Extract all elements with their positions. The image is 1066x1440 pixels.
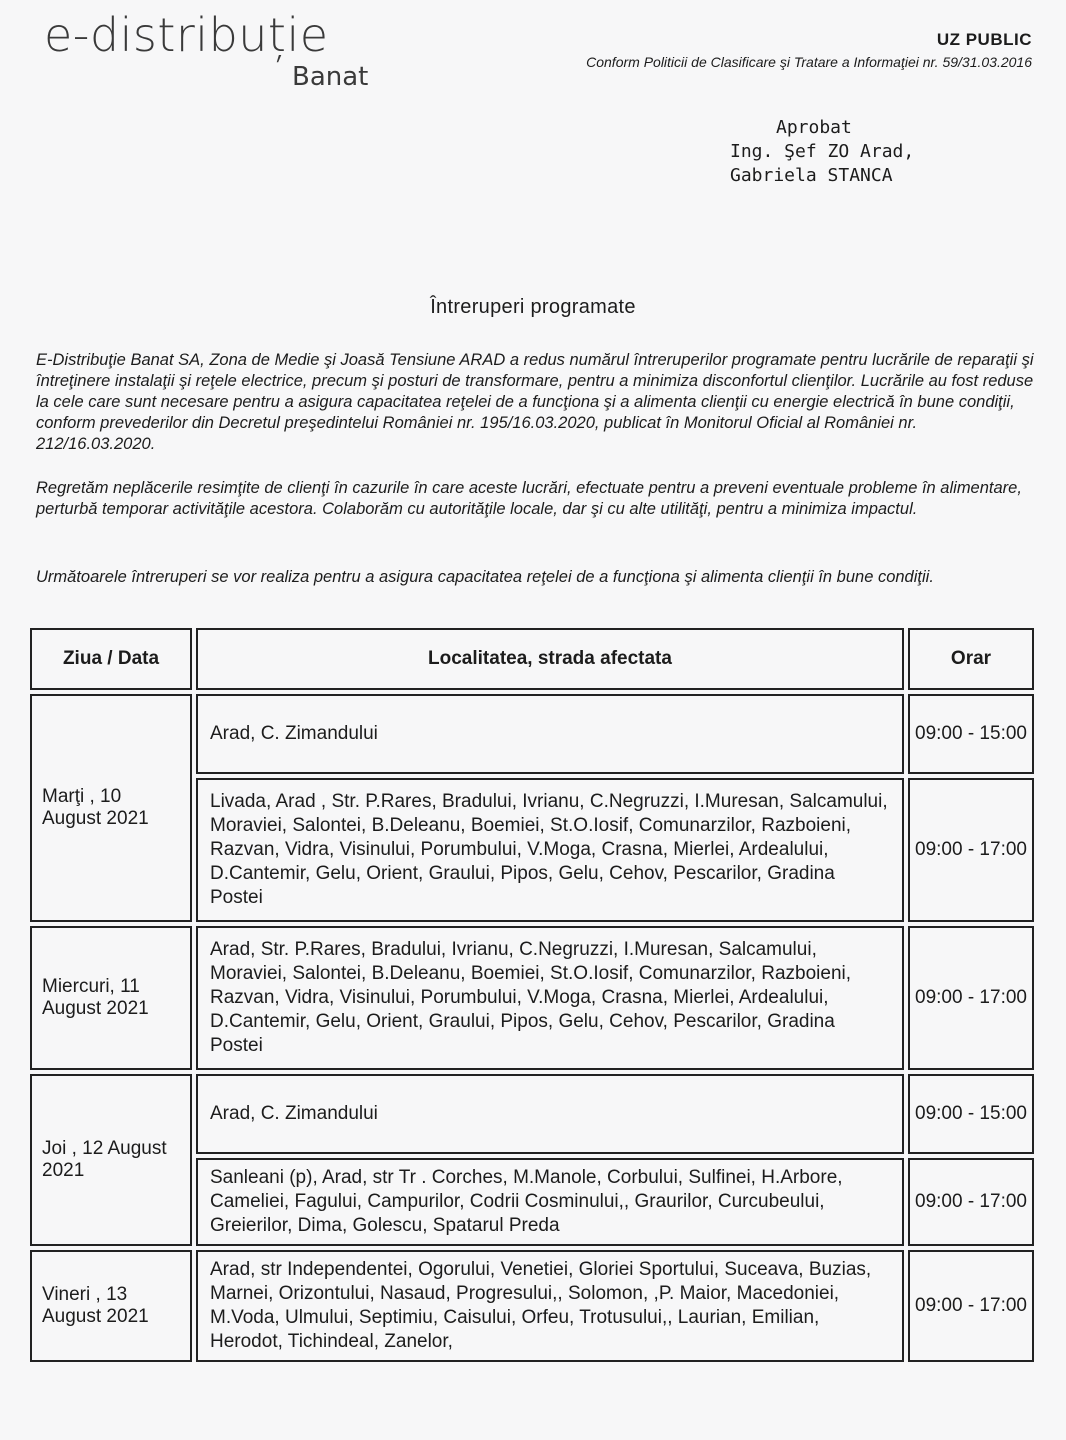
approval-title: Aprobat bbox=[776, 117, 852, 138]
approval-role: Ing. Şef ZO Arad, bbox=[730, 141, 915, 162]
time-cell: 09:00 - 17:00 bbox=[908, 778, 1034, 922]
day-cell: Miercuri, 11 August 2021 bbox=[30, 926, 192, 1070]
time-cell: 09:00 - 15:00 bbox=[908, 694, 1034, 774]
table-row bbox=[30, 926, 1034, 1070]
location-cell: Arad, C. Zimandului bbox=[196, 694, 904, 774]
location-cell: Livada, Arad , Str. P.Rares, Bradului, Ivrianu, C.Negruzzi, I.Muresan, Salcamului, Moraviei, Salontei, B.Deleanu, Boemiei, St.O.Iosif, Comunarzilor, Razboieni, Razvan, Vidra, Visinului, Porumbului, V.Moga, Crasna, Mierlei, Ardealului, D.Cantemir, Gelu, Orient, Graului, Pipos, Gelu, Cehov, Pescarilor, Gradina Postei bbox=[196, 778, 904, 922]
logo-main-text: e-distribuție bbox=[44, 8, 329, 62]
classification-block bbox=[586, 30, 1032, 70]
approval-block bbox=[730, 116, 914, 188]
policy-reference: Conform Politicii de Clasificare şi Tratare a Informaţiei nr. 59/31.03.2016 bbox=[586, 54, 1032, 70]
day-cell: Marţi , 10 August 2021 bbox=[30, 694, 192, 922]
header-time: Orar bbox=[908, 628, 1034, 690]
table-row bbox=[30, 694, 1034, 774]
header-day: Ziua / Data bbox=[30, 628, 192, 690]
table-header-row bbox=[30, 628, 1034, 690]
company-logo bbox=[44, 8, 369, 92]
logo-sub-text: Banat bbox=[292, 62, 369, 92]
time-cell: 09:00 - 15:00 bbox=[908, 1074, 1034, 1154]
location-cell: Arad, Str. P.Rares, Bradului, Ivrianu, C.Negruzzi, I.Muresan, Salcamului, Moraviei, Salontei, B.Deleanu, Boemiei, St.O.Iosif, Comunarzilor, Razboieni, Razvan, Vidra, Visinului, Porumbului, V.Moga, Crasna, Mierlei, Ardealului, D.Cantemir, Gelu, Orient, Graului, Pipos, Gelu, Cehov, Pescarilor, Gradina Postei bbox=[196, 926, 904, 1070]
apology-paragraph: Regretăm neplăcerile resimţite de clienţi în cazurile în care aceste lucrări, efectuate pentru a preveni eventuale probleme în alimentare, perturbă temporar activităţile acestora. Colaborăm cu autorităţile locale, dar şi cu alte utilităţi, pentru a minimiza impactul. bbox=[36, 479, 1022, 518]
schedule-intro-paragraph: Următoarele întreruperi se vor realiza pentru a asigura capacitatea reţelei de a funcţiona şi alimenta clienţii în bune condiţii. bbox=[36, 568, 934, 586]
table-row bbox=[30, 1074, 1034, 1154]
time-cell: 09:00 - 17:00 bbox=[908, 1158, 1034, 1246]
time-cell: 09:00 - 17:00 bbox=[908, 926, 1034, 1070]
table-row bbox=[30, 1250, 1034, 1362]
location-cell: Arad, str Independentei, Ogorului, Venetiei, Gloriei Sportului, Suceava, Buzias, Marnei, Orizontului, Nasaud, Progresului,, Solomon, ,P. Maior, Macedoniei, M.Voda, Ulmului, Septimiu, Caisului, Orfeu, Trotusului,, Laurian, Emilian, Herodot, Tichindeal, Zanelor, bbox=[196, 1250, 904, 1362]
day-cell: Joi , 12 August 2021 bbox=[30, 1074, 192, 1246]
intro-paragraph: E-Distribuţie Banat SA, Zona de Medie şi Joasă Tensiune ARAD a redus numărul întreruperilor programate pentru lucrările de reparaţii şi întreţinere instalaţii şi reţele electrice, precum şi posturi de transformare, pentru a minimiza disconfortul clienţilor. Lucrările au fost reduse la cele care sunt necesare pentru a asigura capacitatea reţelei de a funcţiona şi a alimenta clienţii cu energie electrică în bune condiţii, conform prevederilor din Decretul preşedintelui României nr. 195/16.03.2020, publicat în Monitorul Oficial al României nr. 212/16.03.2020. bbox=[36, 351, 1034, 453]
classification-label: UZ PUBLIC bbox=[936, 30, 1032, 49]
document-title: Întreruperi programate bbox=[430, 296, 636, 318]
time-cell: 09:00 - 17:00 bbox=[908, 1250, 1034, 1362]
location-cell: Arad, C. Zimandului bbox=[196, 1074, 904, 1154]
day-cell: Vineri , 13 August 2021 bbox=[30, 1250, 192, 1362]
approval-name: Gabriela STANCA bbox=[730, 165, 893, 186]
header-location: Localitatea, strada afectata bbox=[196, 628, 904, 690]
location-cell: Sanleani (p), Arad, str Tr . Corches, M.Manole, Corbului, Sulfinei, H.Arbore, Cameliei, Fagului, Campurilor, Codrii Cosminului,, Graurilor, Curcubeului, Greierilor, Dima, Golescu, Spatarul Preda bbox=[196, 1158, 904, 1246]
outage-schedule-table bbox=[26, 624, 1038, 1366]
